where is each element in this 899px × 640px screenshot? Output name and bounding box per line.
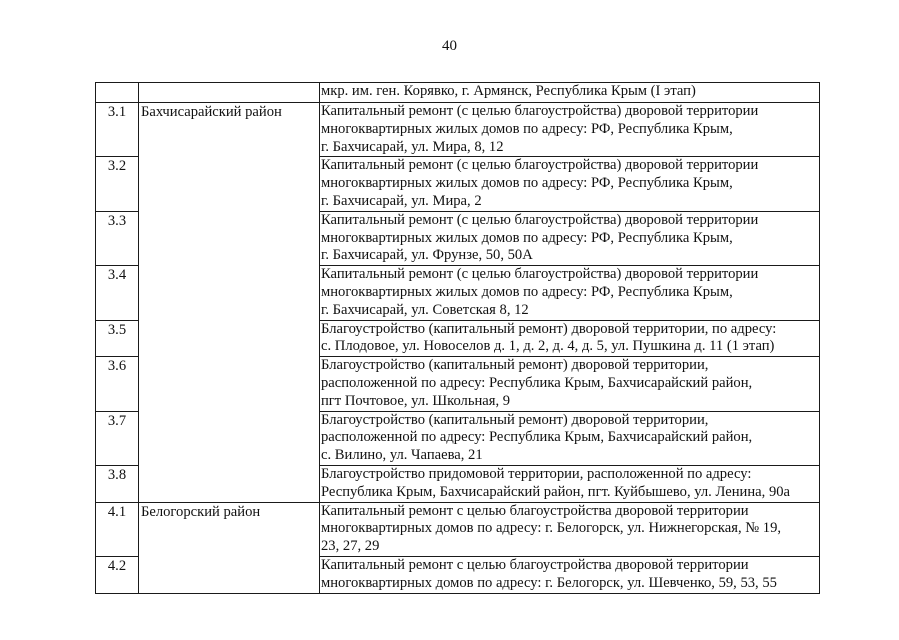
table-row-continuation (96, 83, 820, 103)
description-line: многоквартирных жилых домов по адресу: РФ, Республика Крым, (321, 283, 733, 300)
district-cell (139, 465, 320, 502)
page-number: 40 (442, 38, 457, 54)
description-cell (320, 502, 820, 556)
description-cell (320, 266, 820, 320)
description-line: Капитальный ремонт (с целью благоустройства) дворовой территории (321, 266, 759, 283)
row-number-cell: 4.1 (96, 502, 139, 556)
row-number-cell: 3.1 (96, 103, 139, 157)
description-line: г. Бахчисарай, ул. Фрунзе, 50, 50А (321, 247, 533, 264)
row-number-cell: 3.8 (96, 465, 139, 502)
description-line: многоквартирных жилых домов по адресу: РФ, Республика Крым, (321, 175, 733, 192)
row-number-cell: 4.2 (96, 556, 139, 593)
district-cell (139, 556, 320, 593)
table-row (96, 357, 820, 411)
description-line: Капитальный ремонт с целью благоустройства дворовой территории (321, 556, 749, 573)
district-cell (139, 211, 320, 265)
row-number-cell: 3.3 (96, 211, 139, 265)
description-cell (320, 411, 820, 465)
table-row (96, 157, 820, 211)
description-cell (320, 465, 820, 502)
table-row (96, 211, 820, 265)
table-row (96, 266, 820, 320)
description-line: многоквартирных жилых домов по адресу: РФ, Республика Крым, (321, 229, 733, 246)
row-number-cell: 3.2 (96, 157, 139, 211)
description-line: многоквартирных жилых домов по адресу: РФ, Республика Крым, (321, 120, 733, 137)
description-cell (320, 556, 820, 593)
row-number-cell: 3.4 (96, 266, 139, 320)
row-number-cell: 3.6 (96, 357, 139, 411)
table-row (96, 502, 820, 556)
description-line: расположенной по адресу: Республика Крым, Бахчисарайский район, (321, 374, 753, 391)
description-line: расположенной по адресу: Республика Крым, Бахчисарайский район, (321, 429, 753, 446)
description-line: многоквартирных домов по адресу: г. Белогорск, ул. Шевченко, 59, 53, 55 (321, 574, 777, 591)
table-row (96, 556, 820, 593)
district-cell (139, 157, 320, 211)
row-number-cell: 3.5 (96, 320, 139, 357)
description-line: 23, 27, 29 (321, 538, 380, 555)
description-line: Капитальный ремонт (с целью благоустройства) дворовой территории (321, 103, 759, 119)
addresses-table (95, 82, 820, 594)
description-line: Капитальный ремонт с целью благоустройства дворовой территории (321, 502, 749, 519)
description-line: Капитальный ремонт (с целью благоустройства) дворовой территории (321, 157, 759, 174)
description-line: пгт Почтовое, ул. Школьная, 9 (321, 392, 511, 409)
description-line: многоквартирных домов по адресу: г. Белогорск, ул. Нижнегорская, № 19, (321, 520, 782, 537)
district-cell (139, 357, 320, 411)
table-row (96, 103, 820, 157)
description-cell (320, 157, 820, 211)
description-line: Республика Крым, Бахчисарайский район, пгт. Куйбышево, ул. Ленина, 90а (321, 483, 791, 500)
description-cell (320, 211, 820, 265)
description-cell (320, 83, 820, 103)
description-line: с. Вилино, ул. Чапаева, 21 (321, 447, 483, 464)
table-row (96, 320, 820, 357)
description-line: г. Бахчисарай, ул. Мира, 2 (321, 192, 482, 209)
description-line: Капитальный ремонт (с целью благоустройства) дворовой территории (321, 211, 759, 228)
district-cell: Бахчисарайский район (139, 103, 320, 157)
description-line: с. Плодовое, ул. Новоселов д. 1, д. 2, д. 4, д. 5, ул. Пушкина д. 11 (1 этап) (321, 338, 775, 355)
district-cell: Белогорский район (139, 502, 320, 556)
district-cell (139, 320, 320, 357)
row-number-cell: 3.7 (96, 411, 139, 465)
description-cell (320, 357, 820, 411)
description-cell (320, 103, 820, 157)
description-line: Благоустройство (капитальный ремонт) дворовой территории, по адресу: (321, 320, 777, 337)
description-line: Благоустройство (капитальный ремонт) дворовой территории, (321, 411, 709, 428)
district-cell (139, 83, 320, 103)
table-body (96, 83, 820, 594)
description-cell (320, 320, 820, 357)
description-line: мкр. им. ген. Корявко, г. Армянск, Республика Крым (I этап) (321, 83, 696, 99)
description-line: Благоустройство придомовой территории, расположенной по адресу: (321, 465, 752, 482)
table-row (96, 411, 820, 465)
district-cell (139, 266, 320, 320)
description-line: г. Бахчисарай, ул. Советская 8, 12 (321, 301, 529, 318)
table-row (96, 465, 820, 502)
description-line: Благоустройство (капитальный ремонт) дворовой территории, (321, 357, 709, 374)
district-cell (139, 411, 320, 465)
description-line: г. Бахчисарай, ул. Мира, 8, 12 (321, 138, 504, 155)
row-number-cell (96, 83, 139, 103)
